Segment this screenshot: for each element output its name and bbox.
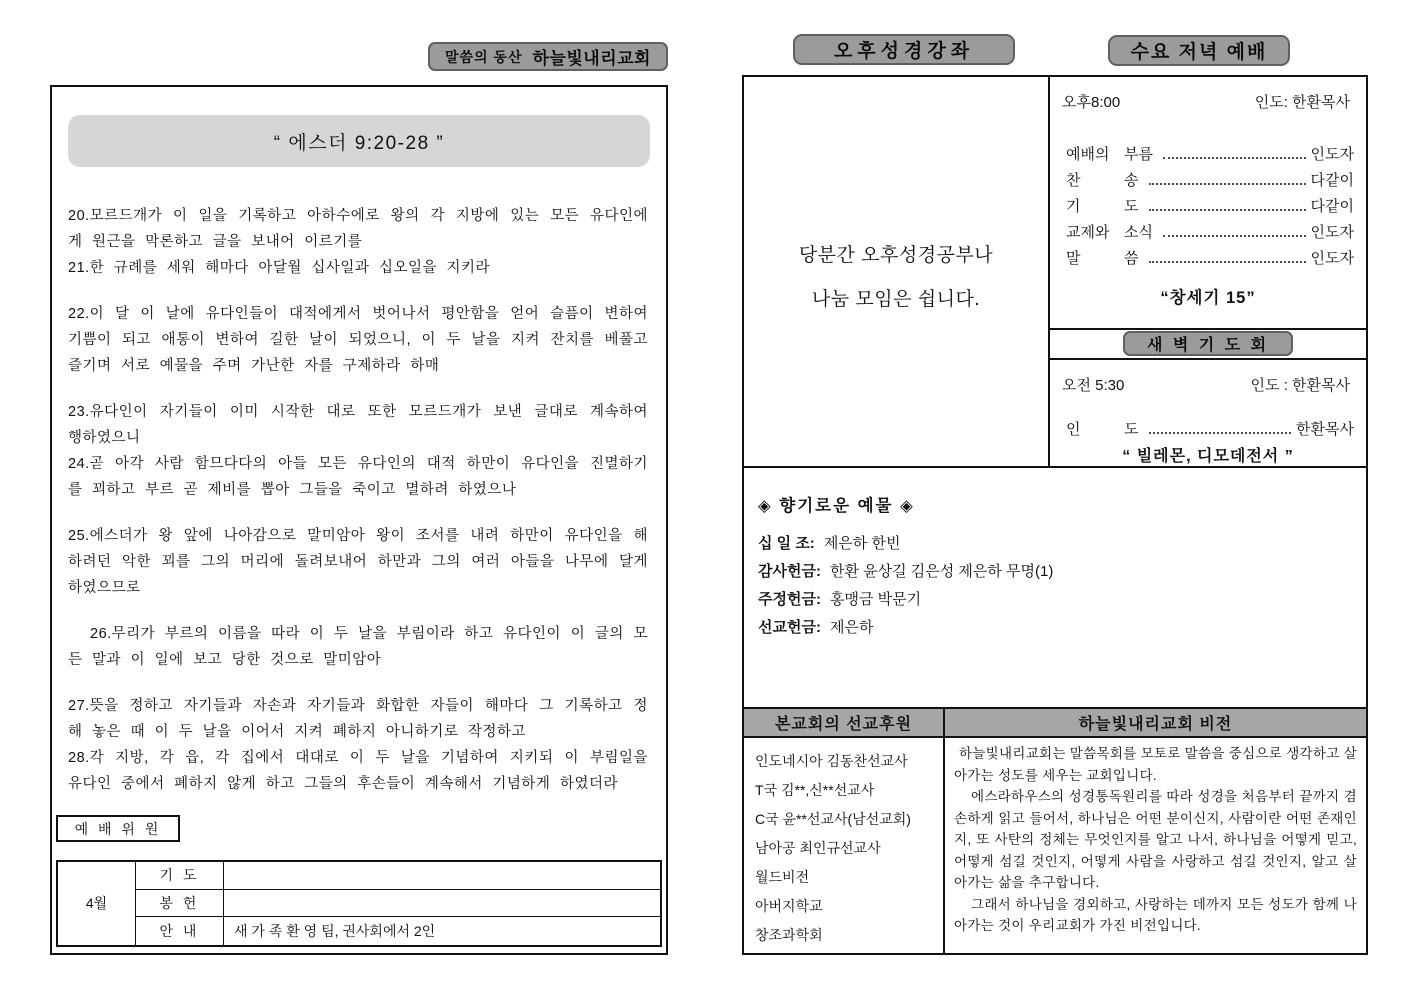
offering-label: 감사헌금: (758, 562, 821, 580)
offering-item (758, 528, 1350, 556)
mission-item: 창조과학회 (755, 927, 823, 943)
order-item-word1: 인 (1066, 421, 1081, 438)
missions-header: 본교회의 선교후원 (744, 709, 945, 736)
right-page (742, 75, 1368, 955)
church-name-badge (428, 42, 668, 71)
schedule-month-cell: 4월 (58, 862, 136, 945)
mission-item: T국 김**,신**선교사 (755, 782, 875, 798)
service-leader: 인도 : 한환목사 (1250, 377, 1350, 394)
offering-item (758, 584, 1350, 612)
service-time: 오전 5:30 (1062, 377, 1125, 394)
worship-committee-table (56, 860, 662, 947)
schedule-row-value (224, 862, 660, 890)
wednesday-sermon-scripture: “창세기 15” (1160, 289, 1256, 307)
left-page (50, 85, 668, 955)
verse-paragraph: 21.한 규례를 세워 해마다 아달월 십사일과 십오일을 지키라 (68, 260, 491, 276)
offering-label: 십 일 조: (758, 534, 815, 552)
dotted-leader (1163, 235, 1306, 237)
order-item-word1: 교제와 (1066, 224, 1110, 241)
service-leader: 인도: 한환목사 (1254, 94, 1350, 111)
order-item-who: 인도자 (1310, 250, 1354, 267)
schedule-row-value (224, 890, 660, 918)
order-item-word2: 부름 (1124, 146, 1153, 163)
order-item (1066, 164, 1354, 190)
verse-paragraph: 25.에스더가 왕 앞에 나아감으로 말미암아 왕이 조서를 내려 하만이 유다인을 해하려던 악한 꾀를 그의 머리에 돌려보내어 하만과 그의 여러 아들을 나무에 달게 하였으므로 (68, 528, 648, 596)
offering-item (758, 612, 1350, 640)
wednesday-service-badge: 수요 저녁 예배 (1108, 35, 1290, 66)
vision-paragraph: 하늘빛내리교회는 말씀목회를 모토로 말씀을 중심으로 생각하고 살아가는 성도를 세우는 교회입니다. (954, 746, 1357, 783)
order-item-word2: 도 (1124, 198, 1139, 215)
schedule-row-label: 봉 헌 (136, 890, 224, 918)
offering-names: 제은하 (829, 618, 874, 636)
vision-header: 하늘빛내리교회 비전 (1078, 716, 1233, 733)
verse-paragraph: 27.뜻을 정하고 자기들과 자손과 자기들과 화합한 자들이 해마다 그 기록하고 정해 놓은 때 이 두 날을 이어서 지켜 폐하지 아니하기로 작정하고 (68, 698, 648, 740)
order-item-word2: 씀 (1124, 250, 1139, 267)
sermon-passage-title: “ 에스더 9:20-28 ” (68, 115, 650, 167)
dotted-leader (1149, 183, 1306, 185)
worship-committee-label: 예 배 위 원 (56, 815, 180, 842)
afternoon-notice (744, 77, 1050, 466)
wednesday-service-order (1050, 77, 1366, 328)
verse-paragraph: 26.무리가 부르의 이름을 따라 이 두 날을 부림이라 하고 유다인이 이 글의 모든 말과 이 일에 보고 당한 것으로 말미암아 (68, 626, 648, 668)
order-item-word1: 기 (1066, 198, 1081, 215)
offering-item (758, 556, 1350, 584)
mission-item: 아버지학교 (755, 898, 823, 914)
services-section (744, 77, 1366, 468)
offerings-title: ◈ 향기로운 예물 ◈ (758, 497, 915, 515)
mission-item: C국 윤**선교사(남선교회) (755, 811, 911, 827)
verse-paragraph: 20.모르드개가 이 일을 기록하고 아하수에로 왕의 각 지방에 있는 모든 유다인에게 원근을 막론하고 글을 보내어 이르기를 (68, 208, 648, 250)
afternoon-notice-line: 나눔 모임은 쉽니다. (811, 289, 981, 310)
badge-motto-text: 말씀의 동산 (445, 48, 523, 65)
order-item-who: 다같이 (1310, 172, 1354, 189)
mission-item: 월드비전 (755, 869, 810, 885)
offerings-section (744, 468, 1366, 707)
offering-names: 홍맹금 박문기 (829, 590, 922, 608)
afternoon-notice-line: 당분간 오후성경공부나 (798, 245, 994, 266)
order-item-word1: 말 (1066, 250, 1081, 267)
order-item-word1: 예배의 (1066, 146, 1110, 163)
order-item-word2: 송 (1124, 172, 1139, 189)
missions-list (744, 738, 945, 953)
vision-paragraph: 그래서 하나님을 경외하고, 사랑하는 데까지 모든 성도가 함께 나아가는 것이 우리교회가 가진 비전입니다. (954, 896, 1357, 933)
mission-item: 남아공 최인규선교사 (755, 840, 881, 856)
order-item-who: 인도자 (1310, 146, 1354, 163)
mission-item: 인도네시아 김동찬선교사 (755, 753, 908, 769)
order-item (1066, 413, 1354, 439)
scripture-body (68, 203, 648, 797)
dawn-prayer-scripture: “ 빌레몬, 디모데전서 ” (1122, 448, 1294, 465)
order-item-who: 인도자 (1310, 224, 1354, 241)
verse-paragraph: 28.각 지방, 각 읍, 각 집에서 대대로 이 두 날을 기념하여 지키되 이 부림일을 유다인 중에서 폐하지 않게 하고 그들의 후손들이 계속해서 기념하게 하였더라 (68, 750, 648, 792)
service-time: 오후8:00 (1062, 94, 1121, 111)
dotted-leader (1163, 157, 1306, 159)
dawn-prayer-badge: 새 벽 기 도 회 (1123, 331, 1293, 356)
dotted-leader (1149, 209, 1306, 211)
verse-paragraph: 22.이 달 이 날에 유다인들이 대적에게서 벗어나서 평안함을 얻어 슬픔이 변하여 기쁨이 되고 애통이 변하여 길한 날이 되었으니, 이 두 날을 지켜 잔치를 베풀고 즐기며 서로 예물을 주며 가난한 자를 구제하라 하매 (68, 306, 648, 374)
wednesday-service-column (1050, 77, 1366, 466)
schedule-row-label: 안 내 (136, 917, 224, 945)
schedule-row-value: 새 가 족 환 영 팀, 권사회에서 2인 (234, 923, 436, 940)
missions-vision-table (744, 707, 1366, 953)
order-item-word2: 도 (1124, 421, 1139, 438)
offering-names: 제은하 한빈 (823, 534, 901, 552)
offering-names: 한환 윤상길 김은성 제은하 무명(1) (829, 562, 1054, 580)
vision-text (945, 738, 1366, 953)
order-item-word2: 소식 (1124, 224, 1153, 241)
order-item-who: 한환목사 (1296, 421, 1354, 438)
dawn-prayer-order (1050, 360, 1366, 466)
order-item (1066, 190, 1354, 216)
order-item-word1: 찬 (1066, 172, 1081, 189)
offering-label: 주정헌금: (758, 590, 821, 608)
offering-label: 선교헌금: (758, 618, 821, 636)
order-item-who: 다같이 (1310, 198, 1354, 215)
schedule-row-label: 기 도 (136, 862, 224, 890)
dotted-leader (1149, 432, 1292, 434)
verse-paragraph: 24.곧 아각 사람 함므다다의 아들 모든 유다인의 대적 하만이 유다인을 진멸하기를 꾀하고 부르 곧 제비를 뽑아 그들을 죽이고 멸하려 하였으나 (68, 456, 648, 498)
badge-church-name-text: 하늘빛내리교회 (532, 49, 651, 68)
afternoon-lecture-badge: 오후성경강좌 (793, 34, 1015, 65)
vision-paragraph: 에스라하우스의 성경통독원리를 따라 성경을 처음부터 끝까지 겸손하게 읽고 들어서, 하나님은 어떤 분이신지, 사람이란 어떤 존재인지, 또 사탄의 정체는 무엇인지를 알고 나서, 하나님을 어떻게 믿고, 어떻게 섬길 것인지, 어떻게 사람을 사랑하고 섬길 것인지, 알고 살아가는 삶을 추구합니다. (954, 789, 1357, 890)
dawn-prayer-header-row (1050, 328, 1366, 360)
dotted-leader (1149, 261, 1306, 263)
order-item (1066, 138, 1354, 164)
order-item (1066, 242, 1354, 268)
order-item (1066, 216, 1354, 242)
verse-paragraph: 23.유다인이 자기들이 이미 시작한 대로 또한 모르드개가 보낸 글대로 계속하여 행하였으니 (68, 404, 648, 446)
